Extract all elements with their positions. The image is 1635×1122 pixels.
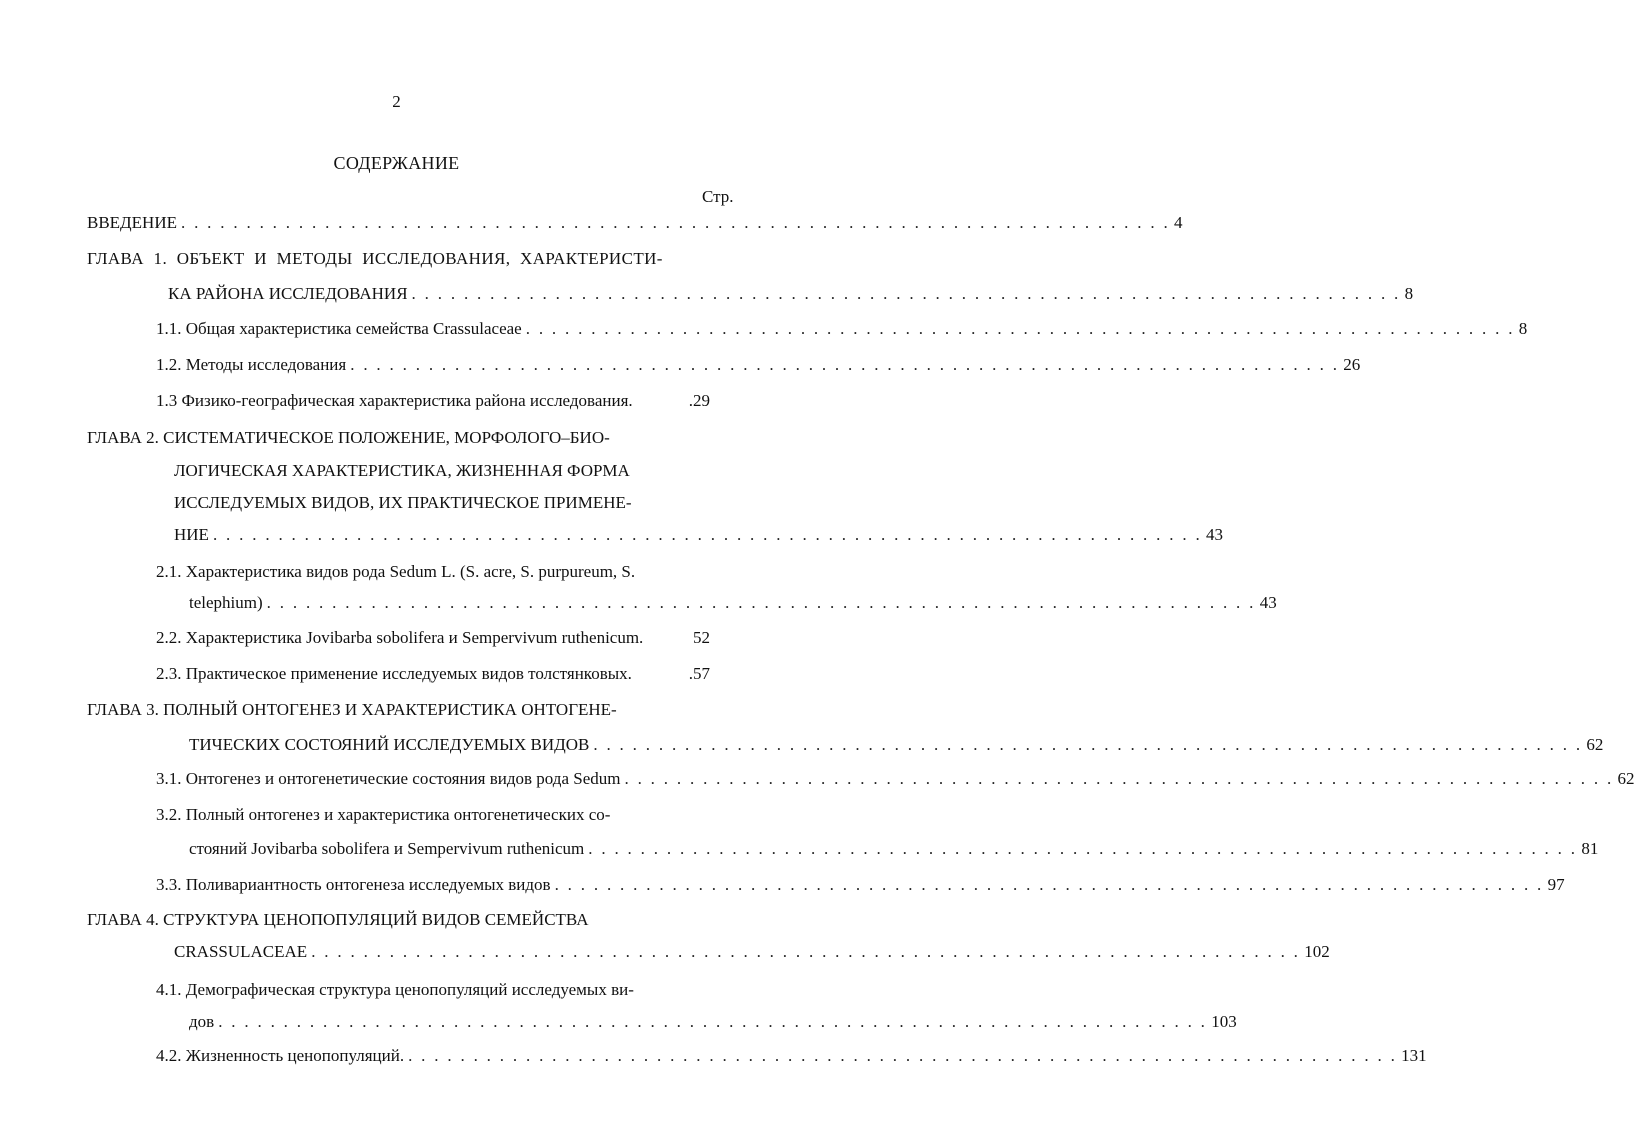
toc-entry-page: .57 (688, 664, 710, 683)
dot-leader: . . . . . . . . . . . . . . . . . . . . . . . . . . . . . . . . . . . . . . . . . . . . . . . . . . . . . . . . . . . . . . . . . . . . . . . . . . . . (411, 284, 1401, 303)
dot-leader: . . . . . . . . . . . . . . . . . . . . . . . . . . . . . . . . . . . . . . . . . . . . . . . . . . . . . . . . . . . . . . . . . . . . . . . . . . . . (266, 593, 1256, 612)
dot-leader: . . . . . . . . . . . . . . . . . . . . . . . . . . . . . . . . . . . . . . . . . . . . . . . . . . . . . . . . . . . . . . . . . . . . . . . . . . . . (624, 769, 1614, 788)
toc-entry-page: 52 (693, 628, 710, 647)
toc-entry-text: стояний Jovibarba sobolifera и Sempervivum ruthenicum (189, 839, 585, 858)
toc-chapter-1-line-2 (168, 283, 1414, 305)
toc-entry-text: ВВЕДЕНИЕ (87, 213, 177, 232)
dot-leader: . . . . . . . . . . . . . . . . . . . . . . . . . . . . . . . . . . . . . . . . . . . . . . . . . . . . . . . . . . . . . . . . . . . . . . . . . . . . (311, 942, 1301, 961)
toc-entry-page: 62 (1586, 735, 1604, 754)
toc-entry-text: 2.2. Характеристика Jovibarba sobolifera и Sempervivum ruthenicum. (156, 628, 644, 647)
toc-chapter-3-line-2 (189, 734, 1604, 756)
toc-entry-text: 3.1. Онтогенез и онтогенетические состояния видов рода Sedum (156, 769, 621, 788)
toc-entry-text: CRASSULACEAE (174, 942, 308, 961)
toc-entry-text: НИЕ (174, 525, 209, 544)
dot-leader: . . . . . . . . . . . . . . . . . . . . . . . . . . . . . . . . . . . . . . . . . . . . . . . . . . . . . . . . . . . . . . . . . . . . . . . . . . . . (218, 1012, 1208, 1031)
toc-entry-page: 62 (1617, 769, 1635, 788)
toc-section-1-3 (156, 390, 710, 412)
toc-section-1-1 (156, 318, 1528, 340)
toc-chapter-2-line-3: ИССЛЕДУЕМЫХ ВИДОВ, ИХ ПРАКТИЧЕСКОЕ ПРИМЕНЕ- (174, 493, 632, 512)
toc-section-4-1-line-2 (189, 1011, 1237, 1033)
toc-section-2-2 (156, 627, 710, 649)
toc-entry-page: 26 (1343, 355, 1361, 374)
toc-chapter-1-line-1: ГЛАВА 1. ОБЪЕКТ И МЕТОДЫ ИССЛЕДОВАНИЯ, ХАРАКТЕРИСТИ- (87, 249, 663, 268)
toc-section-4-1-line-1: 4.1. Демографическая структура ценопопуляций исследуемых ви- (156, 980, 634, 999)
toc-entry-page: 81 (1581, 839, 1599, 858)
toc-entry-text: 4.2. Жизненность ценопопуляций. (156, 1046, 405, 1065)
toc-chapter-3-line-1: ГЛАВА 3. ПОЛНЫЙ ОНТОГЕНЕЗ И ХАРАКТЕРИСТИКА ОНТОГЕНЕ- (87, 700, 617, 719)
dot-leader: . . . . . . . . . . . . . . . . . . . . . . . . . . . . . . . . . . . . . . . . . . . . . . . . . . . . . . . . . . . . . . . . . . . . . . . . . . . . (350, 355, 1340, 374)
dot-leader: . . . . . . . . . . . . . . . . . . . . . . . . . . . . . . . . . . . . . . . . . . . . . . . . . . . . . . . . . . . . . . . . . . . . . . . . . . . . (180, 213, 1171, 232)
toc-entry-text: КА РАЙОНА ИССЛЕДОВАНИЯ (168, 284, 408, 303)
toc-entry-page: 131 (1401, 1046, 1427, 1065)
dot-leader: . . . . . . . . . . . . . . . . . . . . . . . . . . . . . . . . . . . . . . . . . . . . . . . . . . . . . . . . . . . . . . . . . . . . . . . . . . . . (593, 735, 1583, 754)
toc-section-3-1 (156, 768, 1635, 790)
toc-entry-text: 1.3 Физико-географическая характеристика района исследования. (156, 391, 633, 410)
toc-section-4-2 (156, 1045, 1427, 1067)
toc-entry-page: .29 (688, 391, 710, 410)
toc-entry-text: 1.1. Общая характеристика семейства Crassulaceae (156, 319, 522, 338)
toc-entry-page: 4 (1174, 213, 1183, 232)
toc-entry-page: 97 (1547, 875, 1565, 894)
toc-entry-introduction (87, 212, 1183, 234)
toc-entry-page: 102 (1304, 942, 1330, 961)
dot-leader: . . . . . . . . . . . . . . . . . . . . . . . . . . . . . . . . . . . . . . . . . . . . . . . . . . . . . . . . . . . . . . . . . . . . . . . . . . . . (588, 839, 1578, 858)
toc-section-3-2-line-1: 3.2. Полный онтогенез и характеристика онтогенетических со- (156, 805, 611, 824)
page-column-header: Стр. (702, 187, 734, 206)
toc-chapter-2-line-4 (174, 524, 1224, 546)
page-number: 2 (392, 92, 401, 111)
toc-entry-page: 103 (1211, 1012, 1237, 1031)
toc-entry-page: 43 (1206, 525, 1224, 544)
toc-entry-text: 3.3. Поливариантность онтогенеза исследуемых видов (156, 875, 551, 894)
toc-section-2-1-line-2 (189, 592, 1277, 614)
dot-leader: . . . . . . . . . . . . . . . . . . . . . . . . . . . . . . . . . . . . . . . . . . . . . . . . . . . . . . . . . . . . . . . . . . . . . . . . . . . . (408, 1046, 1398, 1065)
toc-entry-text: ТИЧЕСКИХ СОСТОЯНИЙ ИССЛЕДУЕМЫХ ВИДОВ (189, 735, 590, 754)
toc-entry-page: 8 (1404, 284, 1414, 303)
toc-section-1-2 (156, 354, 1361, 376)
toc-entry-text: дов (189, 1012, 215, 1031)
toc-section-2-1-line-1: 2.1. Характеристика видов рода Sedum L. (S. acre, S. purpureum, S. (156, 562, 636, 581)
dot-leader: . . . . . . . . . . . . . . . . . . . . . . . . . . . . . . . . . . . . . . . . . . . . . . . . . . . . . . . . . . . . . . . . . . . . . . . . . . . . (212, 525, 1203, 544)
dot-leader: . . . . . . . . . . . . . . . . . . . . . . . . . . . . . . . . . . . . . . . . . . . . . . . . . . . . . . . . . . . . . . . . . . . . . . . . . . . . (525, 319, 1515, 338)
toc-entry-page: 43 (1259, 593, 1277, 612)
toc-section-3-2-line-2 (189, 838, 1599, 860)
toc-chapter-4-line-2 (174, 941, 1330, 963)
toc-chapter-2-line-1: ГЛАВА 2. СИСТЕМАТИЧЕСКОЕ ПОЛОЖЕНИЕ, МОРФОЛОГО–БИО- (87, 428, 610, 447)
toc-entry-text: 1.2. Методы исследования (156, 355, 347, 374)
dot-leader: . . . . . . . . . . . . . . . . . . . . . . . . . . . . . . . . . . . . . . . . . . . . . . . . . . . . . . . . . . . . . . . . . . . . . . . . . . . . (554, 875, 1544, 894)
toc-entry-text: 2.3. Практическое применение исследуемых видов толстянковых. (156, 664, 632, 683)
toc-title: СОДЕРЖАНИЕ (333, 153, 460, 173)
toc-section-3-3 (156, 874, 1565, 896)
toc-entry-text: telephium) (189, 593, 263, 612)
toc-section-2-3 (156, 663, 710, 685)
toc-entry-page: 8 (1518, 319, 1528, 338)
toc-chapter-2-line-2: ЛОГИЧЕСКАЯ ХАРАКТЕРИСТИКА, ЖИЗНЕННАЯ ФОРМА (174, 461, 630, 480)
toc-chapter-4-line-1: ГЛАВА 4. СТРУКТУРА ЦЕНОПОПУЛЯЦИЙ ВИДОВ СЕМЕЙСТВА (87, 910, 589, 929)
